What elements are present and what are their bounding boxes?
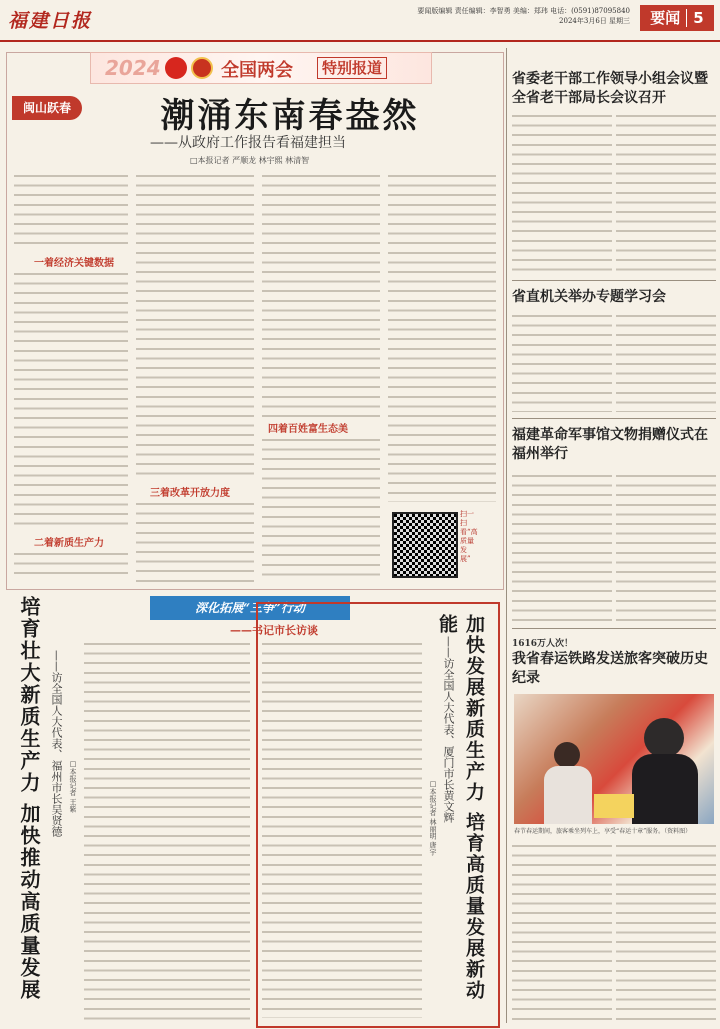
masthead xyxy=(0,0,720,42)
lead-title: 潮涌东南春盎然 xyxy=(160,96,420,136)
feature-right-byline: □本报记者 林丽明 唐宇 xyxy=(429,780,437,856)
table-item xyxy=(594,794,634,818)
lead-column-1c xyxy=(14,550,128,582)
photo-caption: 春节春运期间，旅客乘坐列车上，享受“春运十章”服务。（资料图） xyxy=(514,828,692,835)
feature-banner-sub: ——书记市长访谈 xyxy=(230,624,318,637)
divider xyxy=(512,280,716,281)
banner-year: 2024 xyxy=(105,56,161,80)
lead-column-1a xyxy=(14,172,128,252)
side-story-2-title: 省直机关举办专题学习会 xyxy=(512,289,666,305)
side-story-4-col-b xyxy=(616,842,716,1020)
lead-subhead-1: 一着经济关键数据 xyxy=(34,258,114,269)
editor-line: 要闻版编辑 责任编辑：李智勇 美编：郑玮 电话：(0591)87095840 xyxy=(417,7,630,15)
side-story-3-title: 福建革命军事馆文物捐赠仪式在福州举行 xyxy=(512,427,708,462)
lead-column-3b xyxy=(262,436,380,582)
feature-left-byline: □本报记者 王紫 xyxy=(69,760,77,813)
lead-column-4 xyxy=(388,172,496,502)
feature-banner: 深化拓展“三争”行动 xyxy=(150,596,350,620)
qr-caption: 扫一扫 看“高质量发展” xyxy=(460,510,478,563)
side-story-4-title: 我省春运铁路发送旅客突破历史纪录 xyxy=(512,651,708,686)
side-story-3-col-a xyxy=(512,472,612,622)
date-line: 2024年3月6日 星期三 xyxy=(559,17,630,25)
lead-kicker: 闽山跃春 xyxy=(12,96,82,120)
passenger-figure xyxy=(632,754,698,824)
side-story-1-col-a xyxy=(512,112,612,274)
child-figure xyxy=(544,766,592,824)
banner-tag: 特别报道 xyxy=(317,57,387,79)
passenger-figure xyxy=(644,718,684,758)
side-story-2-col-b xyxy=(616,312,716,412)
lead-byline: □本报记者 严顺龙 林宇熙 林清智 xyxy=(190,156,310,165)
cppcc-emblem-icon xyxy=(191,57,213,79)
feature-left-sub: ——访全国人大代表、福州市长吴贤德 xyxy=(50,650,63,837)
side-story-3-col-b xyxy=(616,472,716,622)
masthead-meta xyxy=(380,6,630,26)
lead-column-1b xyxy=(14,270,128,530)
divider xyxy=(512,628,716,629)
qr-code-icon[interactable] xyxy=(392,512,458,578)
feature-right-title: 加快发展新质生产力 培育高质量发展新动能 xyxy=(436,614,485,1001)
divider xyxy=(512,418,716,419)
train-passengers-photo xyxy=(514,694,714,824)
side-story-4-kicker: 1616万人次！ xyxy=(512,639,574,649)
section-tag xyxy=(640,5,714,31)
section-name: 要闻 xyxy=(650,9,681,27)
national-emblem-icon xyxy=(165,57,187,79)
child-figure xyxy=(554,742,580,768)
side-story-4-col-a xyxy=(512,842,612,1020)
side-story-1-title: 省委老干部工作领导小组会议暨全省老干部局长会议召开 xyxy=(512,71,708,106)
lead-column-2b xyxy=(136,500,254,582)
banner-title: 全国两会 xyxy=(221,60,293,81)
feature-left-body xyxy=(84,640,250,1020)
feature-left-title: 培育壮大新质生产力 加快推动高质量发展 xyxy=(17,596,41,1001)
lead-subhead-4: 四着百姓富生态美 xyxy=(268,424,348,435)
lead-subhead-2: 二着新质生产力 xyxy=(34,538,104,549)
column-divider xyxy=(506,48,507,1023)
special-report-banner xyxy=(90,52,432,84)
lead-column-2a xyxy=(136,172,254,480)
newspaper-logo: 福建日报 xyxy=(8,10,93,32)
feature-right-body xyxy=(262,640,422,1018)
lead-subtitle: ——从政府工作报告看福建担当 xyxy=(150,135,346,151)
page-number: 5 xyxy=(686,9,703,27)
side-story-1-col-b xyxy=(616,112,716,274)
side-story-2-col-a xyxy=(512,312,612,412)
lead-subhead-3: 三着改革开放力度 xyxy=(150,488,230,499)
feature-right-sub: ——访全国人大代表、厦门市长黄文辉 xyxy=(442,636,455,823)
lead-column-3a xyxy=(262,172,380,417)
